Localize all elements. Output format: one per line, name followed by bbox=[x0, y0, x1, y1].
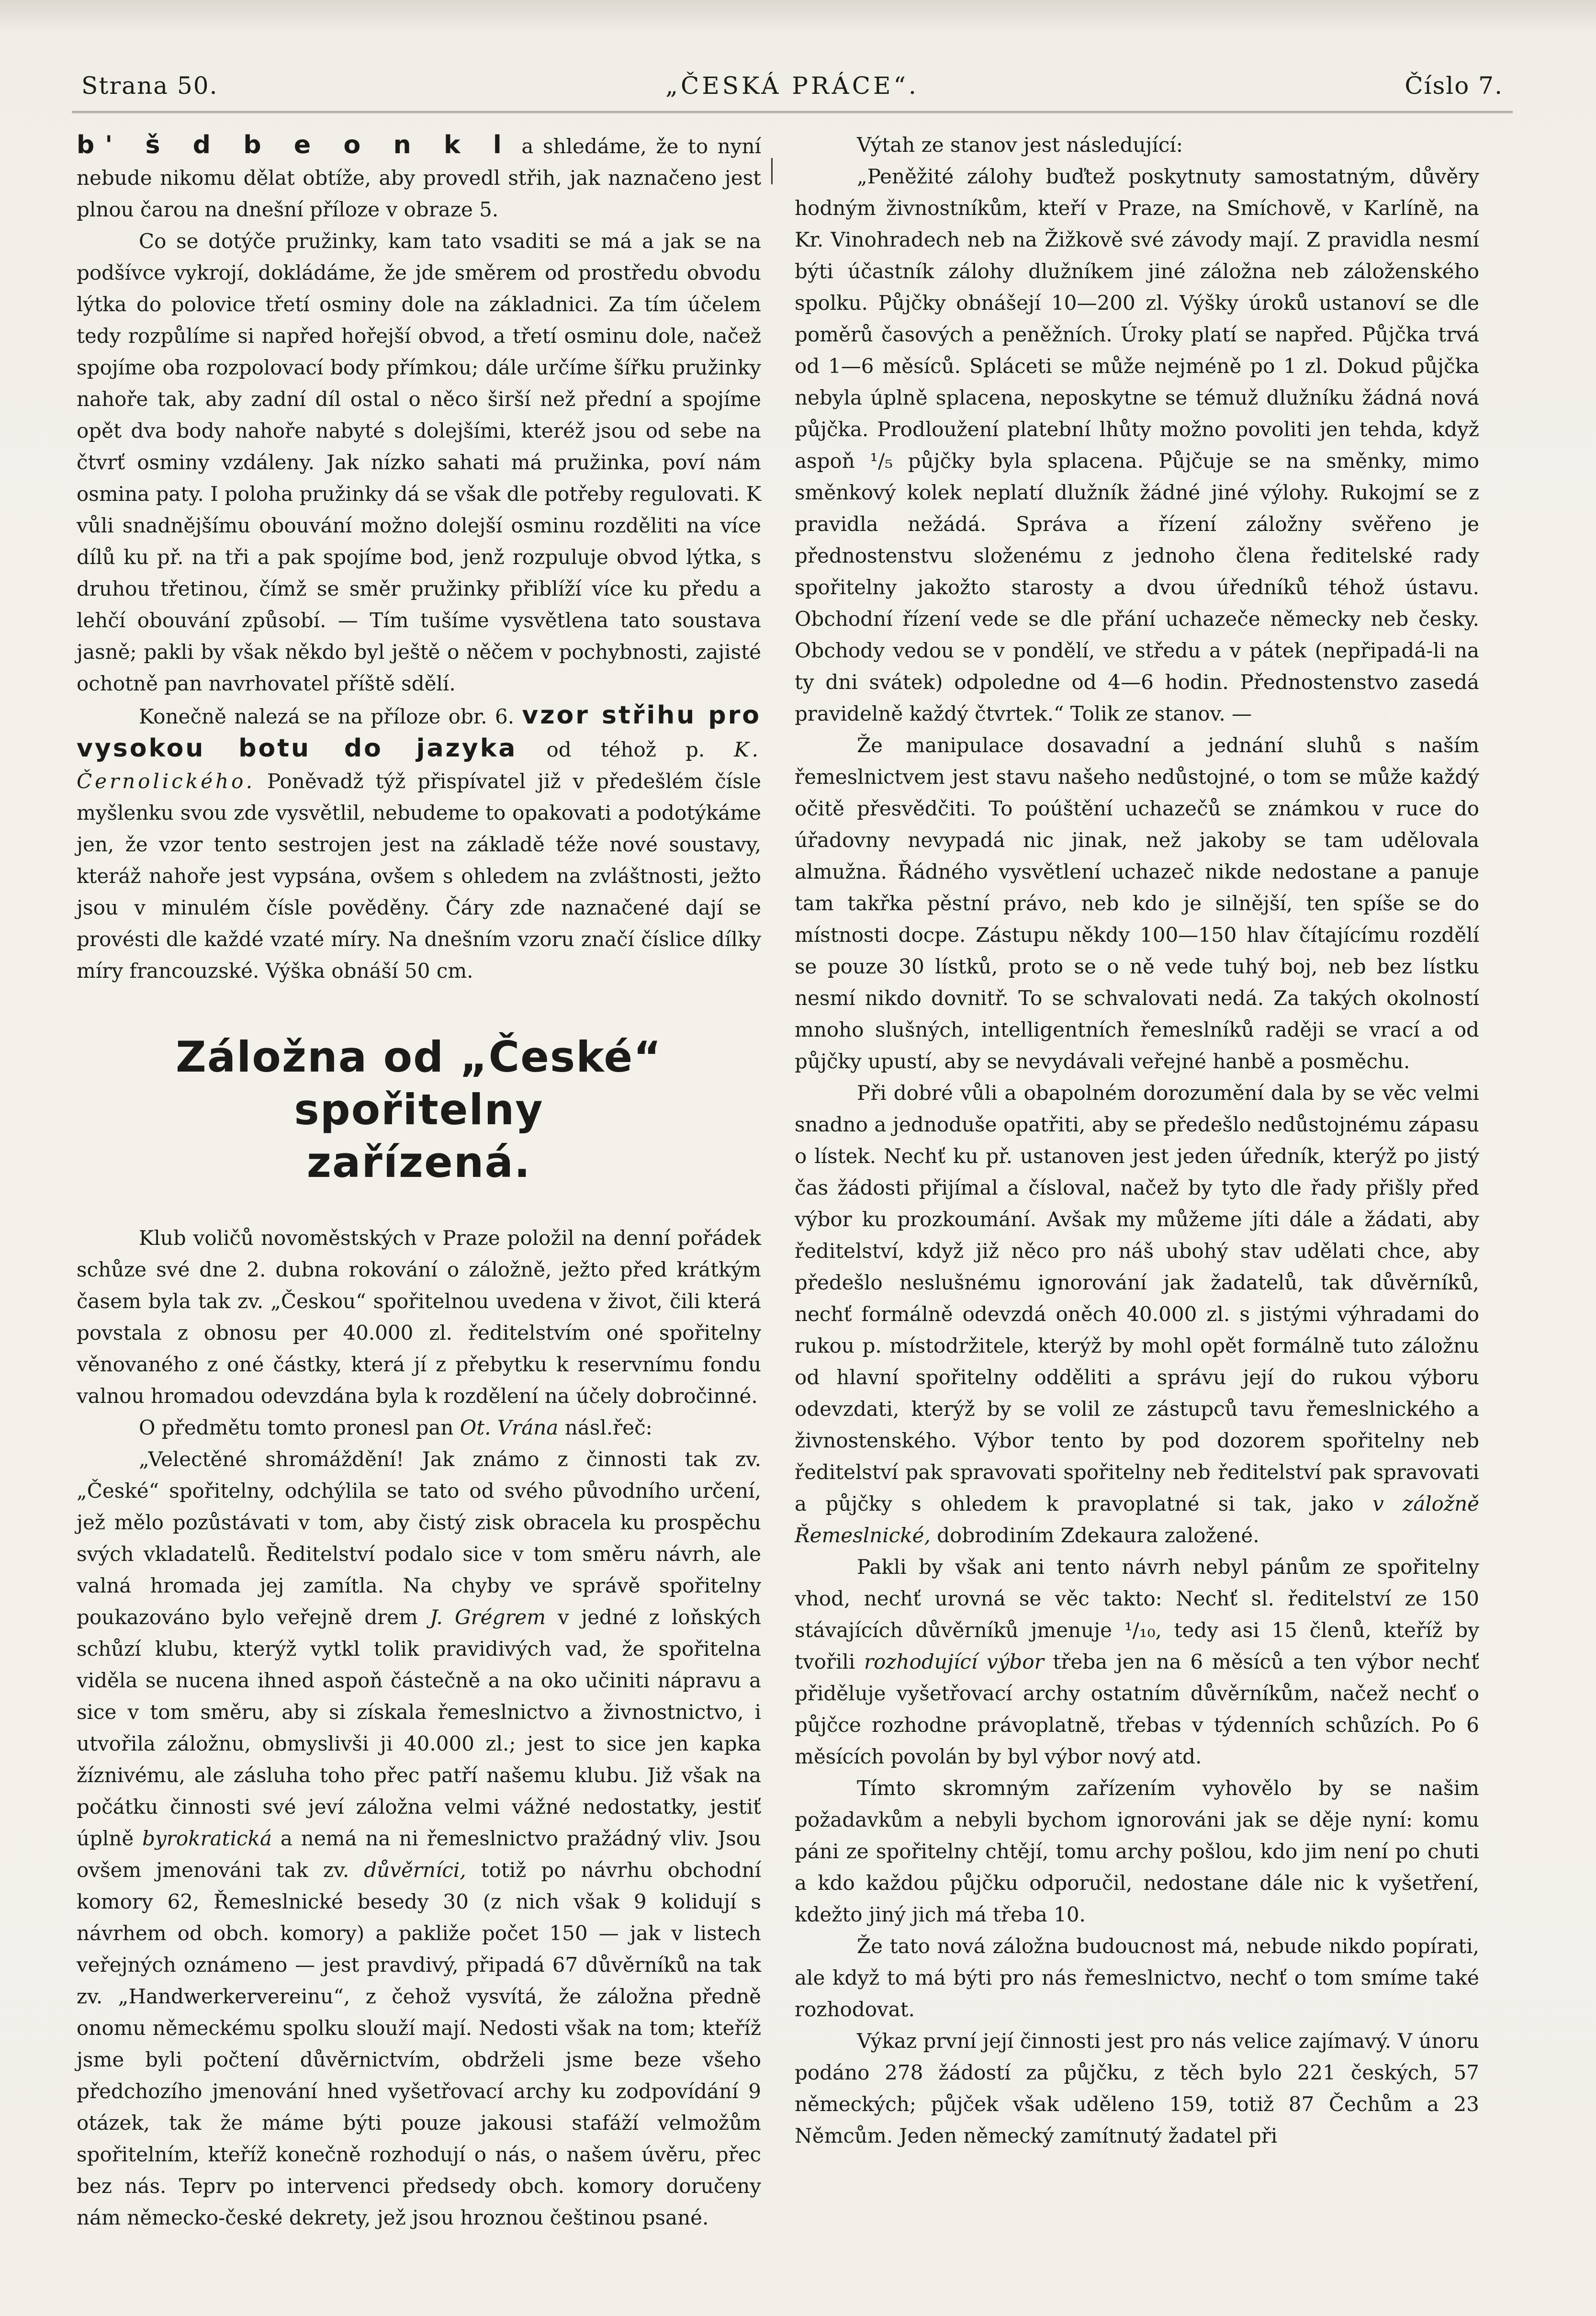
paragraph: „Peněžité zálohy buďtež poskytnuty samostatným, důvěry hodným živnostníkům, kteří v Praze, na Smíchově, v Karlíně, na Kr. Vinohradech neb na Žižkově své závody mají. Z pravidla nesmí býti účastník zálohy dlužníkem jiné záložna neb záloženského spolku. Půjčky obnášejí 10—200 zl. Výšky úroků ustanoví se dle poměrů časových a peněžních. Úroky platí se napřed. Půjčka trvá od 1—6 měsíců. Spláceti se může nejméně po 1 zl. Dokud půjčka nebyla úplně splacena, neposkytne se témuž dlužníku žádná nová půjčka. Prodloužení platební lhůty možno povoliti jen tehda, když aspoň ¹/₅ půjčky byla splacena. Půjčuje se na směnky, mimo směnkový kolek neplatí dlužník žádné jiné výlohy. Rukojmí se z pravidla nežádá. Správa a řízení záložny svěřeno je přednostenstvu složenému z jednoho člena ředitelské rady spořitelny jakožto starosty a dvou úředníků téhož ústavu. Obchodní řízení vede se dle přání uchazeče německy neb česky. Obchody vedou se v pondělí, ve středu a v pátek (nepřipadá-li na ty dni svátek) odpoledne od 4—6 hodin. Přednostenstvo zasedá pravidelně každý čtvrtek.“ Tolik ze stanov. — bbox=[795, 165, 1479, 725]
paragraph: Že tato nová záložna budoucnost má, nebude nikdo popírati, ale když to má býti pro nás řemeslnictvo, nechť o tom smíme také rozhodovat. bbox=[795, 1934, 1479, 2021]
page-header bbox=[72, 72, 1513, 110]
author-name: K. Černolického. bbox=[77, 738, 762, 793]
paragraph: Pakli by však ani tento návrh nebyl pánům ze spořitelny vhod, nechť urovná se věc takto: Nechť sl. ředitelství ze 150 stávajících důvěrníků jmenuje ¹/₁₀, tedy asi 15 členů, kteříž by tvořili rozhodující výbor třeba jen na 6 měsíců a ten výbor nechť přiděluje vyšetřovací archy ostatním důvěrníkům, načež nechť o půjčce rozhodne právoplatně, třebas v týdenních schůzích. Po 6 měsících povolán by byl výbor nový atd. bbox=[795, 1555, 1479, 1768]
paragraph: Při dobré vůli a obapolném dorozumění dala by se věc velmi snadno a jednoduše opatřiti, aby se předešlo nedůstojnému zápasu o lístek. Nechť ku př. ustanoven jest jeden úředník, kterýž po jistý čas žádosti přijímal a čísloval, načež by tyto dle řady přišly před výbor ku prozkoumání. Avšak my můžeme jíti dále a žádati, aby ředitelství, když již něco pro náš ubohý stav udělati chce, aby předešlo neslušnému ignorování jak žadatelů, tak důvěrníků, nechť formálně odevzdá oněch 40.000 zl. s jistými výhradami do rukou p. místodržitele, kterýž by mohl opět formálně tuto záložnu od hlavní spořitelny odděliti a správu její do rukou výboru odevzdati, kterýž by se volil ze zástupců tavu řemeslnického a živnostenského. Výbor tento by pod dozorem spořitelny neb ředitelství pak spravovati spořitelny neb ředitelství pak spravovati a půjčky s ohledem k pravoplatné si tak, jako v záložně Řemeslnické, dobrodiním Zdekaura založené. bbox=[795, 1081, 1480, 1547]
left-column bbox=[77, 129, 761, 2234]
paragraph: b' š d b e o n k l a shledáme, že to nyní nebude nikomu dělat obtíže, aby provedl střih, jak naznačeno jest plnou čarou na dnešní příloze v obraze 5. bbox=[77, 131, 761, 221]
paragraph: O předmětu tomto pronesl pan Ot. Vrána násl.řeč: bbox=[139, 1416, 652, 1439]
pattern-title: vzor střihu pro vysokou botu do jazyka bbox=[77, 701, 761, 763]
speaker-name: Ot. Vrána bbox=[460, 1416, 559, 1439]
paragraph: Že manipulace dosavadní a jednání sluhů s naším řemeslnictvem jest stavu našeho nedůstojné, o tom se může každý očitě přesvědčiti. To poúštění uchazečů se známkou v ruce do úřadovny nevypadá nic jinak, než jakoby se tam udělovala almužna. Řádného vysvětlení uchazeč nikde nedostane a panuje tam takřka pěstní právo, neb kdo je silnější, ten spíše se do místnosti docpe. Zástupu někdy 100—150 hlav čítajícímu rozdělí se pouze 30 lístků, proto se o ně vede tuhý boj, neb bez lístku nesmí nikdo dovnitř. To se schvalovati nedá. Za takých okolností mnoho slušných, intelligentních řemeslníků raději se vrací a od půjčky upustí, aby se nevydávali veřejné hanbě a posměchu. bbox=[795, 734, 1479, 1073]
paragraph: Co se dotýče pružinky, kam tato vsaditi se má a jak se na podšívce vykrojí, dokládáme, že jde směrem od prostředu obvodu lýtka do polovice třetí osminy dole na základnici. Za tím účelem tedy rozpůlíme si napřed hořejší obvod, a třetí osminu dole, načež spojíme oba rozpolovací body přímkou; dále určíme šířku pružinky nahoře tak, aby zadní díl ostal o něco širší než přední a spojíme opět dva body nahoře nabyté s dolejšími, kteréž jsou od sebe na čtvrť osminy vzdáleny. Jak nízko sahati má pružinka, poví nám osmina paty. I poloha pružinky dá se však dle potřeby regulovati. K vůli snadnějšímu obouvání možno dolejší osminu rozděliti na více dílů ku př. na tři a pak spojíme bod, jenž rozpuluje obvod lýtka, s druhou třetinou, čímž se směr pružinky přiblíží více ku předu a lehčí obouvání způsobí. — Tím tušíme vysvětlena tato soustava jasně; pakli by však někdo byl ještě o něčem v pochybnosti, zajisté ochotně pan navrhovatel příště sdělí. bbox=[77, 229, 761, 695]
issue-number: Číslo 7. bbox=[1405, 72, 1503, 100]
page-number: Strana 50. bbox=[81, 72, 218, 100]
header-rule bbox=[72, 111, 1513, 113]
journal-title: „ČESKÁ PRÁCE“. bbox=[665, 72, 919, 100]
continued-word: b' š d b e o n k l bbox=[77, 131, 512, 159]
paragraph: „Velectěné shromáždění! Jak známo z činnosti tak zv. „České“ spořitelny, odchýlila se tato od svého původního určení, jež mělo pozůstávati v tom, aby čistý zisk obracela ku prospěchu svých vkladatelů. Ředitelství podalo sice v tom směru návrh, ale valná hromada jej zamítla. Na chyby ve správě spořitelny poukazováno bylo veřejně drem J. Grégrem v jedné z loňských schůzí klubu, kterýž vytkl tolik pravidivých vad, že spořitelna viděla se nucena ihned aspoň částečně a na oko učiniti nápravu a sice v tom směru, aby si získala řemeslnictvo a živnostnictvo, i utvořila záložnu, obmyslivši ji 40.000 zl.; jest to sice jen kapka žíznivému, ale zásluha toho přec patří našemu klubu. Již však na počátku činnosti své jeví záložna velmi vážné nedostatky, jestiť úplně byrokratická a nemá na ni řemeslnictvo pražádný vliv. Jsou ovšem jmenováni tak zv. důvěrníci, totiž po návrhu obchodní komory 62, Řemeslnické besedy 30 (z nich však 9 kolidují s návrhem od obch. komory) a pakliže počet 150 — jak v listech veřejných oznámeno — jest pravdivý, připadá 67 důvěrníků na tak zv. „Handwerkervereinu“, z čehož vysvítá, že záložna předně onomu německému spolku slouží mají. Nedosti však na tom; kteříž jsme byli počtení důvěrnictvím, obdrželi jsme beze všeho předchozího jmenování hned vyšetřovací archy ku zodpovídání 9 otázek, tak že máme býti pouze jakousi stafáží velmožům spořitelním, kteříž konečně rozhodují o nás, o našem úvěru, přec bez nás. Teprv po intervenci předsedy obch. komory doručeny nám německo-české dekrety, jež jsou hroznou češtinou psané. bbox=[77, 1447, 762, 2229]
scan-edge bbox=[0, 0, 1596, 34]
paragraph: Konečně nalezá se na příloze obr. 6. vzor střihu pro vysokou botu do jazyka od téhož p. K. Černolického. Poněvadž týž přispívatel již v předešlém čísle myšlenku svou zde vysvětlil, nebudeme to opakovati a podotýkáme jen, že vzor tento sestrojen jest na základě téže nové soustavy, kteráž nahoře jest vypsána, ovšem s ohledem na zvláštnosti, ježto jsou v minulém čísle pověděny. Čáry zde naznačené dají se provésti dle každé vzaté míry. Na dnešním vzoru značí číslice dílky míry francouzské. Výška obnáší 50 cm. bbox=[77, 701, 762, 983]
article-title: Záložna od „České“ spořitelny zařízená. bbox=[176, 1032, 662, 1187]
column-divider bbox=[771, 158, 773, 184]
paragraph: Klub voličů novoměstských v Praze položil na denní pořádek schůze své dne 2. dubna rokování o záložně, ježto před krátkým časem byla tak zv. „Českou“ spořitelnou uvedena v život, čili která povstala z obnosu per 40.000 zl. ředitelstvím oné spořitelny věnovaného z oné částky, která jí z přebytku k reservnímu fondu valnou hromadou odevzdána byla k rozdělení na účely dobročinné. bbox=[77, 1226, 761, 1408]
paragraph: Tímto skromným zařízením vyhovělo by se našim požadavkům a nebyli bychom ignorováni jak se děje nyní: komu páni ze spořitelny chtějí, tomu archy pošlou, kdo jim není po chuti a kdo každou půjčku odporučil, nedostane dále nic k vyšetření, kdežto jiný jich má třeba 10. bbox=[795, 1776, 1479, 1926]
paragraph: Výtah ze stanov jest následující: bbox=[857, 133, 1183, 157]
paragraph: Výkaz první její činnosti jest pro nás velice zajímavý. V únoru podáno 278 žádostí za půjčku, z těch bylo 221 českých, 57 německých; půjček však uděleno 159, totiž 87 Čechům a 23 Němcům. Jeden německý zamítnutý žadatel při bbox=[795, 2029, 1479, 2147]
right-column bbox=[795, 129, 1479, 2152]
